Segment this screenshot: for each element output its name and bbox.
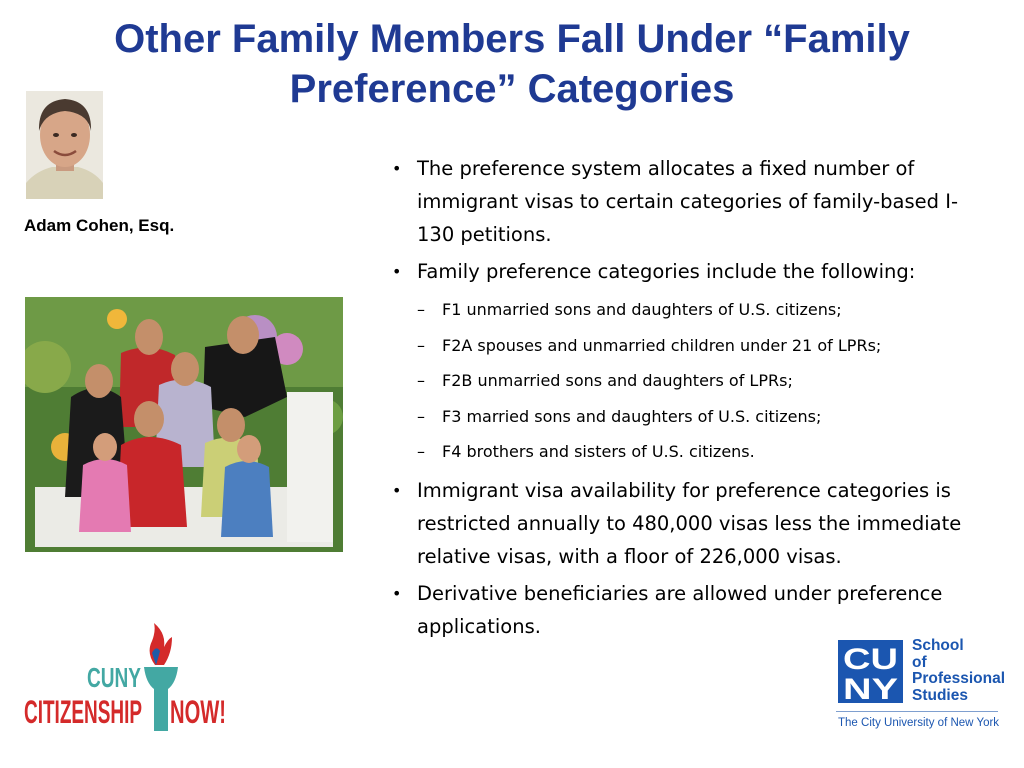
family-photo [25,297,343,552]
sps-name [912,638,1005,704]
cuny-logo-text: CUNY [87,662,142,693]
sps-name-line: School [912,637,964,654]
cuny-box-mark [838,640,903,703]
presenter-name: Adam Cohen, Esq. [24,216,175,235]
cuny-citizenship-now-logo [22,623,230,735]
torch-flame-icon [150,623,172,665]
bullet-family-categories: • Family preference categories include the following: [390,255,990,288]
slide-title [20,14,1004,114]
cuny-sps-logo [836,638,1006,736]
sps-divider [836,711,998,712]
sps-name-line: Professional [912,670,1006,687]
bullet-preference-system: • The preference system allocates a fixed number of immigrant visas to certain categories of family-based I-130 petitions. [390,152,990,251]
presenter-headshot-image [26,91,103,199]
sub-bullet-f3: – F3 married sons and daughters of U.S. citizens; [390,399,990,435]
now-logo-text: NOW! [170,694,226,730]
slide-title-line-2: Preference” Categories [289,67,735,111]
bullet-derivative-beneficiaries: • Derivative beneficiaries are allowed under preference applications. [390,577,990,643]
torch-logo-graphic [22,623,230,735]
cuny-box-bottom-text: NY [843,673,898,703]
bullet-visa-availability: • Immigrant visa availability for preference categories is restricted annually to 480,000 visas less the immediate relative visas, with a floor of 226,000 visas. [390,474,990,573]
sps-name-line: of [912,653,927,671]
family-photo-image [25,297,343,552]
bullet-list [390,152,990,647]
sub-bullet-f1: – F1 unmarried sons and daughters of U.S. citizens; [390,292,990,328]
sub-bullet-f2b: – F2B unmarried sons and daughters of LPRs; [390,363,990,399]
sps-name-line: Studies [912,686,968,704]
presenter-headshot [26,91,103,199]
cuny-box-top-text: CU [843,643,898,676]
sps-university-name: The City University of New York [838,717,1000,729]
sub-bullet-f4: – F4 brothers and sisters of U.S. citizens. [390,434,990,470]
sub-bullet-f2a: – F2A spouses and unmarried children under 21 of LPRs; [390,328,990,364]
citizenship-logo-text: CITIZENSHIP [24,694,142,730]
slide-title-line-1: Other Family Members Fall Under “Family [114,17,910,61]
